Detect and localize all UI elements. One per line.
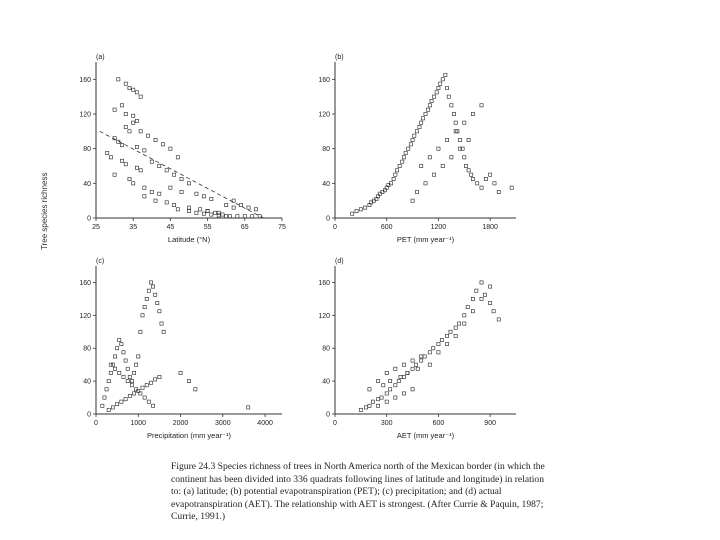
data-point (173, 203, 176, 206)
data-point (162, 330, 165, 333)
data-point (120, 343, 123, 346)
data-point (420, 121, 423, 124)
y-tick-label: 40 (83, 378, 91, 386)
data-point (147, 400, 150, 403)
data-point (463, 322, 466, 325)
data-point (195, 211, 198, 214)
data-point (450, 104, 453, 107)
x-tick-label: 75 (278, 224, 286, 231)
data-point (150, 190, 153, 193)
data-point (128, 130, 131, 133)
data-point (151, 404, 154, 407)
data-point (154, 199, 157, 202)
data-point (489, 285, 492, 288)
data-point (385, 392, 388, 395)
data-point (411, 138, 414, 141)
data-point (254, 208, 257, 211)
data-point (173, 173, 176, 176)
y-axis-label: Tree species richness (40, 172, 49, 250)
data-point (111, 363, 114, 366)
data-point (458, 138, 461, 141)
data-point (118, 338, 121, 341)
data-point (415, 130, 418, 133)
data-point (156, 301, 159, 304)
data-point (402, 156, 405, 159)
y-tick-label: 0 (87, 411, 91, 419)
data-point (187, 380, 190, 383)
data-point (120, 104, 123, 107)
data-point (447, 95, 450, 98)
data-point (385, 400, 388, 403)
data-point (411, 199, 414, 202)
data-point (118, 371, 121, 374)
data-point (202, 212, 205, 215)
data-point (126, 367, 129, 370)
data-point (424, 112, 427, 115)
y-tick-label: 160 (318, 76, 330, 84)
data-point (433, 95, 436, 98)
data-point (180, 190, 183, 193)
data-point (176, 208, 179, 211)
data-point (158, 164, 161, 167)
panel-label: (b) (335, 54, 344, 61)
data-point (385, 371, 388, 374)
x-tick-label: 300 (380, 420, 393, 427)
data-point (394, 173, 397, 176)
data-point (435, 91, 438, 94)
data-point (439, 82, 442, 85)
y-tick-label: 120 (79, 312, 91, 320)
data-point (117, 78, 120, 81)
y-tick-label: 40 (83, 180, 91, 188)
data-point (458, 322, 461, 325)
data-point (471, 112, 474, 115)
data-point (437, 343, 440, 346)
data-point (437, 86, 440, 89)
data-point (143, 149, 146, 152)
data-point (180, 177, 183, 180)
data-point (409, 143, 412, 146)
data-point (415, 190, 418, 193)
data-point (497, 190, 500, 193)
data-point (154, 378, 157, 381)
data-point (111, 406, 114, 409)
data-point (143, 396, 146, 399)
data-point (476, 182, 479, 185)
x-tick-label: 0 (333, 224, 337, 231)
panel-label: (a) (96, 54, 105, 61)
data-point (187, 209, 190, 212)
data-point (440, 338, 443, 341)
data-point (179, 371, 182, 374)
data-point (510, 186, 513, 189)
data-point (120, 400, 123, 403)
data-point (480, 297, 483, 300)
x-tick-label: 600 (380, 224, 393, 231)
data-point (109, 371, 112, 374)
figure-caption: Figure 24.3 Species richness of trees in North America north of the Mexican border (in which the continent has been divided into 336 quadrats following lines of latitude and longitude) in relation to: (a) latitude; (b) potential evapotranspiration (PET); (c) precipitation; and (d) actual evapotranspiration (AET). The relationship with AET is strongest. (After Currie & Paquin, 1987; Currie, 1991.) (171, 461, 545, 523)
data-point (392, 177, 395, 180)
data-point (139, 169, 142, 172)
data-point (116, 347, 119, 350)
data-point (165, 201, 168, 204)
data-point (106, 151, 109, 154)
y-tick-label: 120 (318, 312, 330, 320)
data-point (407, 147, 410, 150)
data-point (471, 310, 474, 313)
data-point (470, 173, 473, 176)
data-point (139, 95, 142, 98)
data-point (483, 293, 486, 296)
x-tick-label: 55 (203, 224, 212, 231)
x-tick-label: 35 (129, 224, 138, 231)
data-point (359, 208, 362, 211)
data-point (113, 355, 116, 358)
data-point (411, 367, 414, 370)
x-tick-label: 3000 (215, 420, 231, 427)
data-point (128, 86, 131, 89)
data-point (428, 104, 431, 107)
data-point (135, 363, 138, 366)
data-point (213, 211, 216, 214)
data-point (464, 164, 467, 167)
data-point (239, 203, 242, 206)
data-point (441, 78, 444, 81)
data-point (445, 343, 448, 346)
data-point (169, 147, 172, 150)
data-point (382, 384, 385, 387)
y-tick-label: 80 (322, 345, 330, 353)
data-point (132, 114, 135, 117)
y-tick-label: 120 (79, 111, 91, 119)
data-point (452, 112, 455, 115)
data-point (132, 371, 135, 374)
data-point (120, 159, 123, 162)
x-tick-label: 65 (240, 224, 249, 231)
x-tick-label: 900 (484, 420, 496, 427)
y-tick-label: 80 (83, 146, 91, 154)
data-point (128, 177, 131, 180)
data-point (423, 355, 426, 358)
panel-label: (d) (335, 258, 344, 265)
trend-line (100, 131, 264, 218)
x-tick-label: 1800 (482, 224, 498, 231)
data-point (113, 367, 116, 370)
data-point (109, 156, 112, 159)
data-point (420, 164, 423, 167)
data-point (139, 130, 142, 133)
data-point (454, 121, 457, 124)
data-point (454, 334, 457, 337)
data-point (132, 88, 135, 91)
data-point (471, 297, 474, 300)
x-tick-label: 4000 (257, 420, 273, 427)
data-point (437, 351, 440, 354)
data-point (364, 206, 367, 209)
data-point (484, 177, 487, 180)
data-point (145, 384, 148, 387)
x-axis-label: AET (mm year⁻¹) (396, 431, 455, 440)
data-point (376, 404, 379, 407)
data-point (195, 192, 198, 195)
data-point (113, 108, 116, 111)
y-tick-label: 80 (83, 345, 91, 353)
data-point (428, 156, 431, 159)
data-point (424, 182, 427, 185)
data-point (132, 182, 135, 185)
data-point (135, 119, 138, 122)
data-point (141, 386, 144, 389)
data-point (149, 381, 152, 384)
data-point (450, 156, 453, 159)
y-tick-label: 0 (87, 215, 91, 223)
data-point (187, 182, 190, 185)
data-point (371, 400, 374, 403)
data-point (187, 206, 190, 209)
data-point (176, 156, 179, 159)
data-point (225, 203, 228, 206)
data-point (449, 330, 452, 333)
data-point (194, 388, 197, 391)
data-point (236, 215, 239, 218)
data-point (135, 166, 138, 169)
data-point (132, 121, 135, 124)
data-point (206, 209, 209, 212)
data-point (199, 208, 202, 211)
data-point (414, 363, 417, 366)
data-point (445, 138, 448, 141)
data-point (428, 351, 431, 354)
data-point (489, 301, 492, 304)
data-point (107, 380, 110, 383)
data-point (445, 334, 448, 337)
data-point (380, 396, 383, 399)
data-point (467, 169, 470, 172)
y-tick-label: 0 (326, 411, 330, 419)
data-point (103, 396, 106, 399)
data-point (120, 144, 123, 147)
data-point (165, 169, 168, 172)
data-point (143, 186, 146, 189)
data-point (376, 380, 379, 383)
data-point (243, 215, 246, 218)
data-point (411, 359, 414, 362)
data-point (421, 117, 424, 120)
data-point (489, 173, 492, 176)
data-point (232, 206, 235, 209)
data-point (418, 125, 421, 128)
data-point (128, 394, 131, 397)
data-point (389, 388, 392, 391)
data-point (150, 160, 153, 163)
x-axis-label: PET (mm year⁻¹) (396, 235, 455, 244)
data-point (463, 156, 466, 159)
data-point (406, 371, 409, 374)
data-point (139, 330, 142, 333)
data-point (401, 160, 404, 163)
x-tick-label: 2000 (172, 420, 189, 427)
x-tick-label: 600 (432, 420, 445, 427)
data-point (480, 186, 483, 189)
data-point (135, 91, 138, 94)
data-point (109, 363, 112, 366)
data-point (441, 164, 444, 167)
data-point (151, 285, 154, 288)
data-point (228, 215, 231, 218)
data-point (158, 192, 161, 195)
data-point (480, 281, 483, 284)
data-point (420, 359, 423, 362)
data-point (444, 73, 447, 76)
data-point (210, 197, 213, 200)
data-point (146, 134, 149, 137)
data-point (416, 367, 419, 370)
data-point (135, 145, 138, 148)
data-point (406, 371, 409, 374)
data-point (105, 388, 108, 391)
data-point (124, 125, 127, 128)
data-point (130, 384, 133, 387)
x-tick-label: 1000 (130, 420, 147, 427)
x-axis-label: Precipitation (mm year⁻¹) (147, 431, 231, 440)
data-point (210, 213, 213, 216)
data-point (404, 151, 407, 154)
data-point (463, 314, 466, 317)
data-point (433, 173, 436, 176)
data-point (247, 406, 250, 409)
data-point (475, 289, 478, 292)
y-tick-label: 40 (322, 180, 330, 188)
data-point (113, 173, 116, 176)
data-point (225, 215, 228, 218)
data-point (394, 384, 397, 387)
data-point (124, 163, 127, 166)
y-tick-label: 40 (322, 378, 330, 386)
data-point (364, 406, 367, 409)
data-point (143, 195, 146, 198)
data-point (351, 212, 354, 215)
data-point (116, 403, 119, 406)
data-point (454, 326, 457, 329)
data-point (397, 380, 400, 383)
data-point (402, 363, 405, 366)
data-point (394, 367, 397, 370)
data-point (154, 138, 157, 141)
data-point (411, 388, 414, 391)
data-point (445, 86, 448, 89)
y-tick-label: 160 (79, 279, 91, 287)
x-tick-label: 25 (92, 224, 100, 231)
data-point (107, 408, 110, 411)
data-point (247, 206, 250, 209)
data-point (101, 404, 104, 407)
data-point (132, 392, 135, 395)
data-point (376, 398, 379, 401)
data-point (355, 209, 358, 212)
x-axis-label: Latitude (°N) (167, 235, 211, 244)
data-point (122, 351, 125, 354)
x-tick-label: 45 (166, 224, 175, 231)
data-point (124, 359, 127, 362)
y-tick-label: 120 (318, 111, 330, 119)
data-point (251, 215, 254, 218)
data-point (437, 147, 440, 150)
data-point (206, 209, 209, 212)
data-point (426, 108, 429, 111)
data-point (402, 392, 405, 395)
data-point (158, 310, 161, 313)
data-point (137, 355, 140, 358)
data-point (492, 310, 495, 313)
data-point (395, 169, 398, 172)
data-point (143, 306, 146, 309)
x-tick-label: 0 (333, 420, 337, 427)
data-point (467, 138, 470, 141)
data-point (160, 322, 163, 325)
data-point (432, 347, 435, 350)
data-point (124, 398, 127, 401)
data-point (147, 289, 150, 292)
data-point (420, 355, 423, 358)
data-point (202, 195, 205, 198)
data-point (368, 404, 371, 407)
y-tick-label: 0 (326, 215, 330, 223)
data-point (394, 396, 397, 399)
panel-label: (c) (96, 258, 105, 265)
data-point (126, 380, 129, 383)
data-point (389, 380, 392, 383)
data-point (124, 112, 127, 115)
data-point (145, 297, 148, 300)
y-tick-label: 80 (322, 146, 330, 154)
data-point (463, 121, 466, 124)
data-point (402, 375, 405, 378)
x-tick-label: 1200 (430, 224, 447, 231)
data-point (466, 306, 469, 309)
data-point (122, 375, 125, 378)
data-point (154, 293, 157, 296)
data-point (430, 99, 433, 102)
data-point (130, 380, 133, 383)
data-point (471, 177, 474, 180)
data-point (413, 134, 416, 137)
data-point (158, 375, 161, 378)
data-point (493, 182, 496, 185)
data-point (497, 318, 500, 321)
data-point (398, 164, 401, 167)
data-point (149, 281, 152, 284)
y-tick-label: 160 (318, 279, 330, 287)
data-point (161, 143, 164, 146)
data-point (399, 375, 402, 378)
y-tick-label: 160 (79, 76, 91, 84)
data-point (169, 186, 172, 189)
data-point (368, 388, 371, 391)
data-point (124, 82, 127, 85)
data-point (480, 104, 483, 107)
data-point (428, 363, 431, 366)
data-point (141, 314, 144, 317)
data-point (128, 375, 131, 378)
data-point (221, 213, 224, 216)
x-tick-label: 0 (94, 420, 98, 427)
data-point (359, 408, 362, 411)
